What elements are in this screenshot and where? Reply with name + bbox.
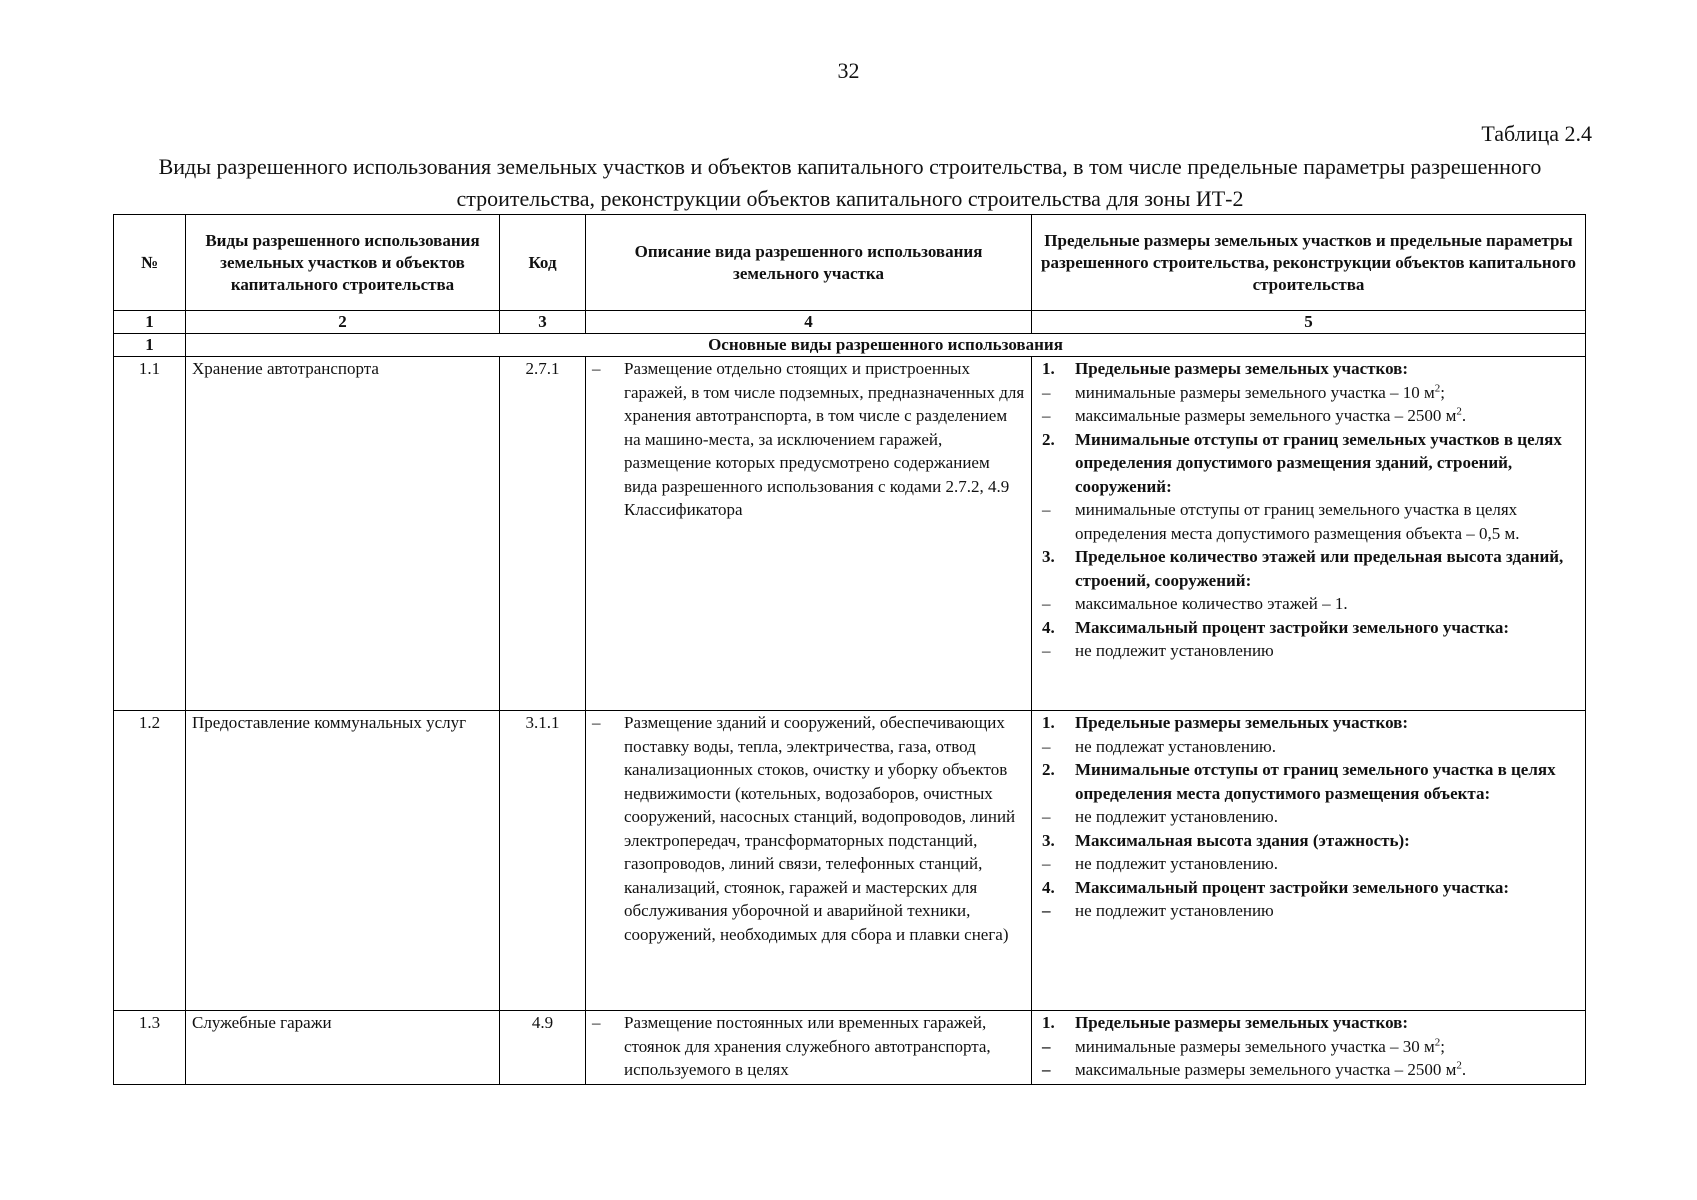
row-number: 1.3 [114,1011,186,1085]
dash-marker: – [1042,901,1051,920]
description-item [592,1011,1025,1082]
param-tail: . [1461,406,1467,425]
column-number: 3 [500,311,586,334]
row-code: 4.9 [500,1011,586,1085]
row-code: 3.1.1 [500,711,586,1011]
param-number: 1. [1042,359,1055,378]
param-number: 1. [1042,1013,1055,1032]
row-code: 2.7.1 [500,357,586,711]
param-item [1042,639,1579,663]
param-heading [1042,711,1579,735]
table-row [114,357,1586,711]
param-heading [1042,1011,1579,1035]
dash-marker: – [592,1013,601,1032]
param-value: не подлежит установлению. [1075,807,1279,826]
dash-marker: – [1042,382,1051,402]
param-value: не подлежит установлению [1075,641,1274,660]
param-tail: ; [1440,1036,1445,1056]
param-value: минимальные отступы от границ земельного участка в целях определения места допустимого размещения объекта – 0,5 м. [1075,500,1520,543]
row-number: 1.2 [114,711,186,1011]
section-row [114,334,1586,357]
dash-marker: – [1042,641,1051,660]
param-item-text [1075,404,1466,428]
table-row [114,1011,1586,1085]
column-number: 5 [1032,311,1586,334]
header-description: Описание вида разрешенного использования земельного участка [586,215,1032,311]
row-use-type: Хранение автотранспорта [186,357,500,711]
param-item [1042,498,1579,545]
dash-marker: – [1042,406,1051,425]
dash-marker: – [592,713,601,732]
param-item [1042,735,1579,759]
dash-marker: – [592,359,601,378]
param-number: 4. [1042,877,1055,897]
param-value: не подлежит установлению [1075,901,1274,920]
param-heading [1042,545,1579,592]
param-value: максимальное количество этажей – 1. [1075,594,1348,613]
dash-marker: – [1042,736,1051,756]
param-title: Предельные размеры земельных участков: [1075,1013,1409,1032]
header-code: Код [500,215,586,311]
param-item-text [1075,1035,1445,1059]
param-tail: ; [1440,382,1445,402]
param-number: 1. [1042,713,1055,732]
param-number: 2. [1042,760,1055,779]
table-row [114,711,1586,1011]
column-number: 4 [586,311,1032,334]
param-item-text [1075,1058,1466,1082]
param-item-text [1075,498,1579,545]
param-title: Максимальная высота здания (этажность): [1075,830,1410,850]
column-number: 1 [114,311,186,334]
param-title: Минимальные отступы от границ земельного участка в целях определения места допустимого размещения объекта: [1075,760,1556,803]
zoning-table [113,214,1586,1085]
row-description [586,1011,1032,1085]
dash-marker: – [1042,594,1051,613]
superscript: 2 [1434,381,1441,394]
column-number: 2 [186,311,500,334]
param-item [1042,852,1579,876]
superscript: 2 [1434,1035,1441,1048]
param-number: 3. [1042,830,1055,850]
param-item [1042,1035,1579,1059]
section-num: 1 [114,334,186,357]
param-value: минимальные размеры земельного участка – 30 м [1075,1036,1435,1056]
description-text: Размещение постоянных или временных гаражей, стоянок для хранения служебного автотранспорта, используемого в целях [624,1013,991,1079]
param-title: Предельное количество этажей или предельная высота зданий, строений, сооружений: [1075,547,1564,590]
header-types: Виды разрешенного использования земельных участков и объектов капитального строительства [186,215,500,311]
column-numbers-row [114,311,1586,334]
description-item [592,357,1025,522]
dash-marker: – [1042,1036,1051,1056]
param-value: не подлежат установлению. [1075,736,1277,756]
table-label: Таблица 2.4 [1481,121,1592,146]
param-item [1042,404,1579,428]
param-heading [1042,616,1579,640]
param-value: минимальные размеры земельного участка – 10 м [1075,382,1435,402]
param-heading [1042,876,1579,900]
table-title: Виды разрешенного использования земельных участков и объектов капитального строительства, в том числе предельные параметры разрешенного строительства, реконструкции объектов капитального строительства для зоны ИТ-2 [158,154,1542,211]
param-item-text [1075,639,1274,663]
description-item [592,711,1025,946]
dash-marker: – [1042,1060,1051,1079]
param-item [1042,899,1579,923]
param-item-text [1075,852,1278,876]
row-params [1032,1011,1586,1085]
param-item [1042,592,1579,616]
param-heading [1042,357,1579,381]
param-item [1042,805,1579,829]
param-number: 2. [1042,429,1055,449]
param-title: Предельные размеры земельных участков: [1075,713,1409,732]
param-number: 3. [1042,547,1055,566]
row-use-type: Служебные гаражи [186,1011,500,1085]
superscript: 2 [1456,1059,1462,1072]
param-item-text [1075,381,1445,405]
param-title: Минимальные отступы от границ земельных участков в целях определения допустимого размещения зданий, строений, сооружений: [1075,429,1562,496]
param-item-text [1075,592,1348,616]
param-item [1042,1058,1579,1082]
description-text: Размещение отдельно стоящих и пристроенных гаражей, в том числе подземных, предназначенных для хранения автотранспорта, в том числе с разделением на машино-места, за исключением гаражей, размещение которых предусмотрено содержанием вида разрешенного использования с кодами 2.7.2, 4.9 Классификатора [624,359,1025,519]
param-item-text [1075,899,1274,923]
header-num: № [114,215,186,311]
header-row [114,215,1586,311]
dash-marker: – [1042,854,1051,873]
dash-marker: – [1042,500,1051,519]
row-use-type: Предоставление коммунальных услуг [186,711,500,1011]
row-params [1032,357,1586,711]
row-description [586,711,1032,1011]
param-value: максимальные размеры земельного участка – 2500 м [1075,1060,1457,1079]
row-params [1032,711,1586,1011]
superscript: 2 [1456,405,1462,418]
param-value: не подлежит установлению. [1075,854,1279,873]
dash-marker: – [1042,807,1051,826]
section-title: Основные виды разрешенного использования [186,334,1586,357]
row-description [586,357,1032,711]
param-heading [1042,428,1579,499]
param-heading [1042,829,1579,853]
param-item-text [1075,735,1276,759]
param-title: Максимальный процент застройки земельного участка: [1075,877,1510,897]
row-number: 1.1 [114,357,186,711]
param-title: Предельные размеры земельных участков: [1075,359,1409,378]
param-item-text [1075,805,1278,829]
param-value: максимальные размеры земельного участка – 2500 м [1075,406,1457,425]
param-heading [1042,758,1579,805]
page-number: 32 [837,58,860,83]
header-params: Предельные размеры земельных участков и предельные параметры разрешенного строительства, реконструкции объектов капитального строительства [1032,215,1586,311]
param-title: Максимальный процент застройки земельного участка: [1075,617,1510,637]
description-text: Размещение зданий и сооружений, обеспечивающих поставку воды, тепла, электричества, газа, отвод канализационных стоков, очистку и уборку объектов недвижимости (котельных, водозаборов, очистных сооружений, насосных станций, водопроводов, линий электропередач, трансформаторных подстанций, газопроводов, линий связи, телефонных станций, канализаций, стоянок, гаражей и мастерских для обслуживания уборочной и аварийной техники, сооружений, необходимых для сбора и плавки снега) [624,713,1016,944]
param-tail: . [1461,1060,1467,1079]
param-item [1042,381,1579,405]
param-number: 4. [1042,617,1055,637]
